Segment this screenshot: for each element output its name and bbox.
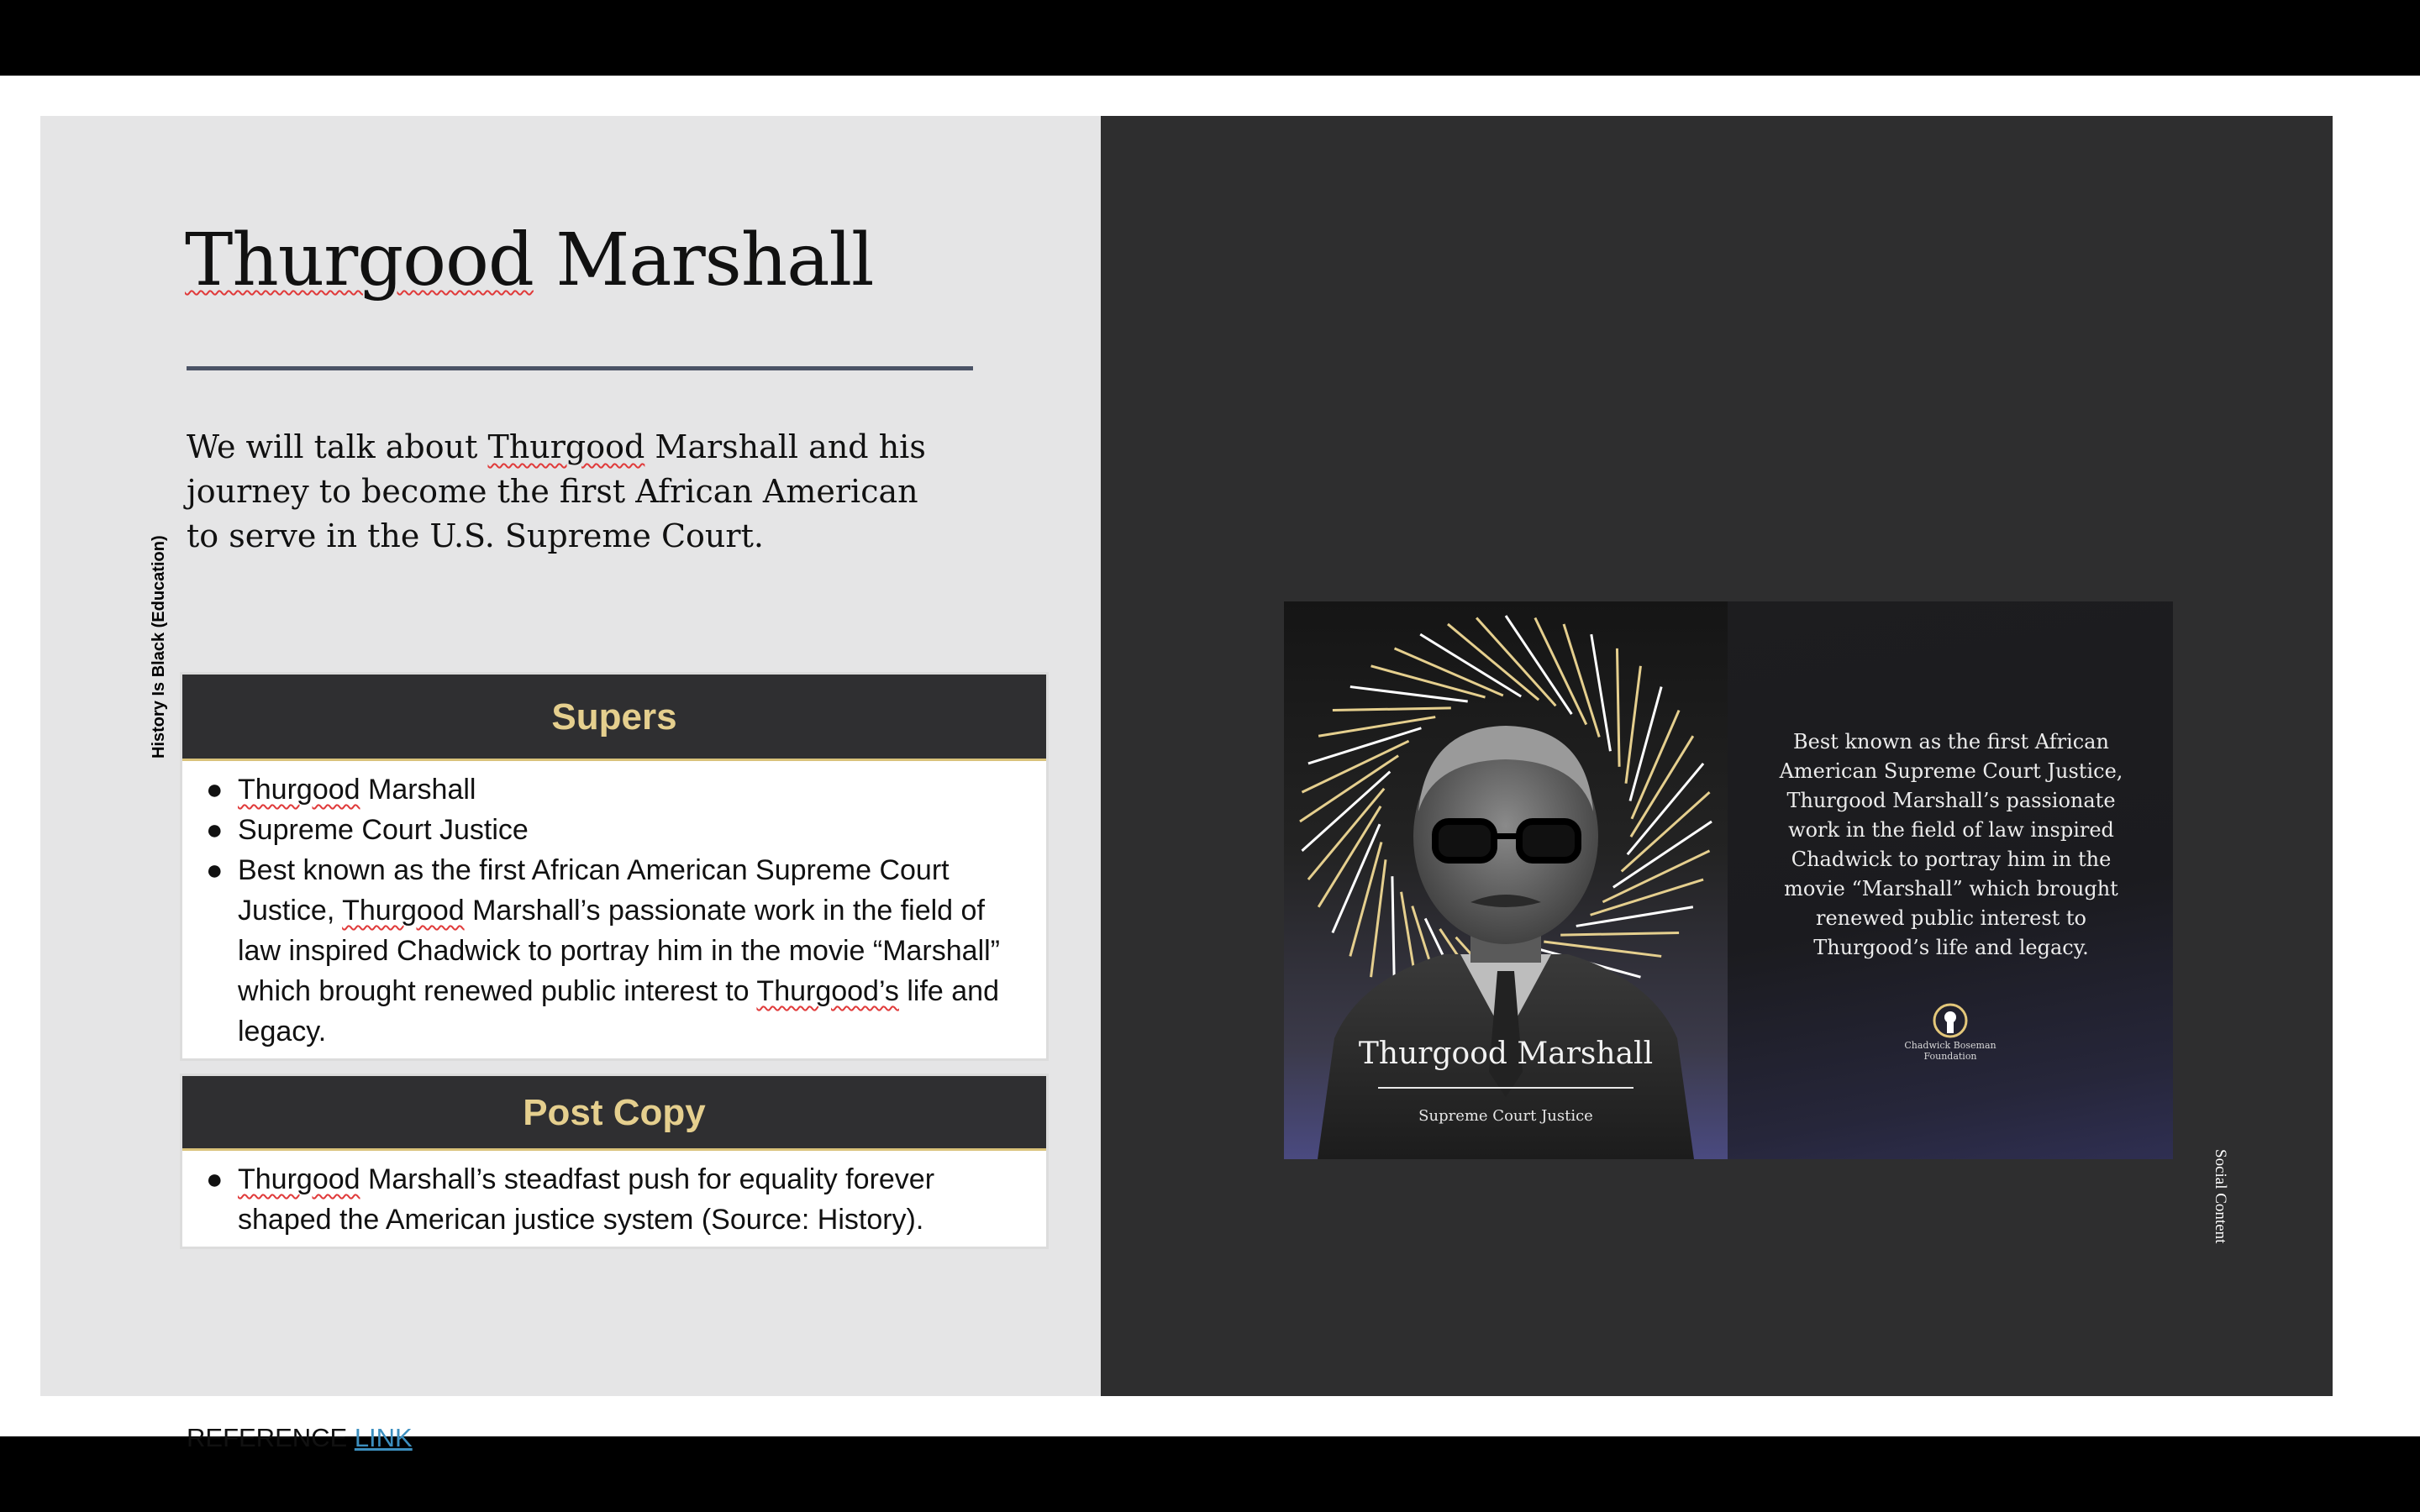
post-copy-item1-b: Marshall’s steadfast push for equality forever shaped the American justice system (Source: History). [238, 1163, 935, 1236]
post-copy-item1-a: Thurgood [238, 1163, 360, 1195]
foundation-logo-icon [1933, 1003, 1968, 1038]
list-item [203, 810, 1026, 850]
title-divider [187, 366, 973, 370]
social-content-label: Social Content [2212, 1149, 2229, 1244]
reference [187, 1423, 413, 1453]
intro-highlight: Thurgood [487, 428, 645, 465]
supers-item3-a: Best known as the first African American Supreme Court Justice, [238, 854, 950, 927]
glasses-right [1519, 822, 1578, 860]
supers-header: Supers [182, 675, 1046, 761]
supers-item3-d: Thurgood’s [756, 975, 899, 1007]
supers-item3-c: Marshall’s passionate work in the field of law inspired Chadwick to portray him in the movie “Marshall” which brought renewed public interest to [238, 895, 1000, 1007]
supers-item2: Supreme Court Justice [238, 814, 529, 846]
post-copy-box [180, 1074, 1049, 1249]
intro-text [187, 425, 960, 559]
foundation-name: Chadwick Boseman Foundation [1904, 1040, 1996, 1062]
glasses-bridge [1492, 833, 1521, 839]
supers-list [182, 761, 1046, 1058]
bullet-icon: ● [206, 774, 224, 806]
quote-text: Best known as the first African American Supreme Court Justice, Thurgood Marshall’s passionate work in the field of law inspired Chadwick to portray him in the movie “Marshall” which brought renewed public interest to Thurgood’s life and legacy. [1779, 730, 2123, 959]
social-image[interactable] [1284, 601, 2173, 1159]
bullet-icon: ● [206, 854, 224, 886]
left-panel [40, 116, 1101, 1452]
post-copy-list [182, 1151, 1046, 1247]
intro-part1: We will talk about [187, 428, 488, 465]
reference-label: REFERENCE [187, 1423, 355, 1452]
title-rest: Marshall [533, 218, 874, 302]
supers-item1-a: Thurgood [238, 774, 360, 806]
post-copy-header: Post Copy [182, 1076, 1046, 1151]
bullet-icon: ● [206, 1163, 224, 1195]
section-label: History Is Black (Education) [150, 535, 168, 759]
list-item [203, 1159, 1026, 1240]
supers-box [180, 672, 1049, 1061]
card-role: Supreme Court Justice [1418, 1107, 1593, 1125]
list-item [203, 850, 1026, 1052]
card-name: Thurgood Marshall [1358, 1037, 1654, 1071]
portrait-card [1284, 601, 1728, 1159]
bullet-icon: ● [206, 814, 224, 846]
glasses-left [1435, 822, 1494, 860]
title-first-word: Thurgood [185, 218, 534, 302]
slide [40, 116, 2333, 1452]
supers-item3-b: Thurgood [342, 895, 465, 927]
reference-link[interactable]: LINK [354, 1423, 413, 1452]
supers-item1-b: Marshall [360, 774, 476, 806]
page-title [185, 218, 874, 302]
card-divider [1378, 1087, 1634, 1089]
supers-item3-e: life and legacy. [238, 975, 1000, 1047]
portrait-illustration [1284, 601, 1728, 1159]
intro-part2: Marshall and his journey to become the first African American to serve in the U.S. Supreme Court. [187, 428, 926, 554]
list-item [203, 769, 1026, 810]
quote-card [1728, 601, 2173, 1159]
